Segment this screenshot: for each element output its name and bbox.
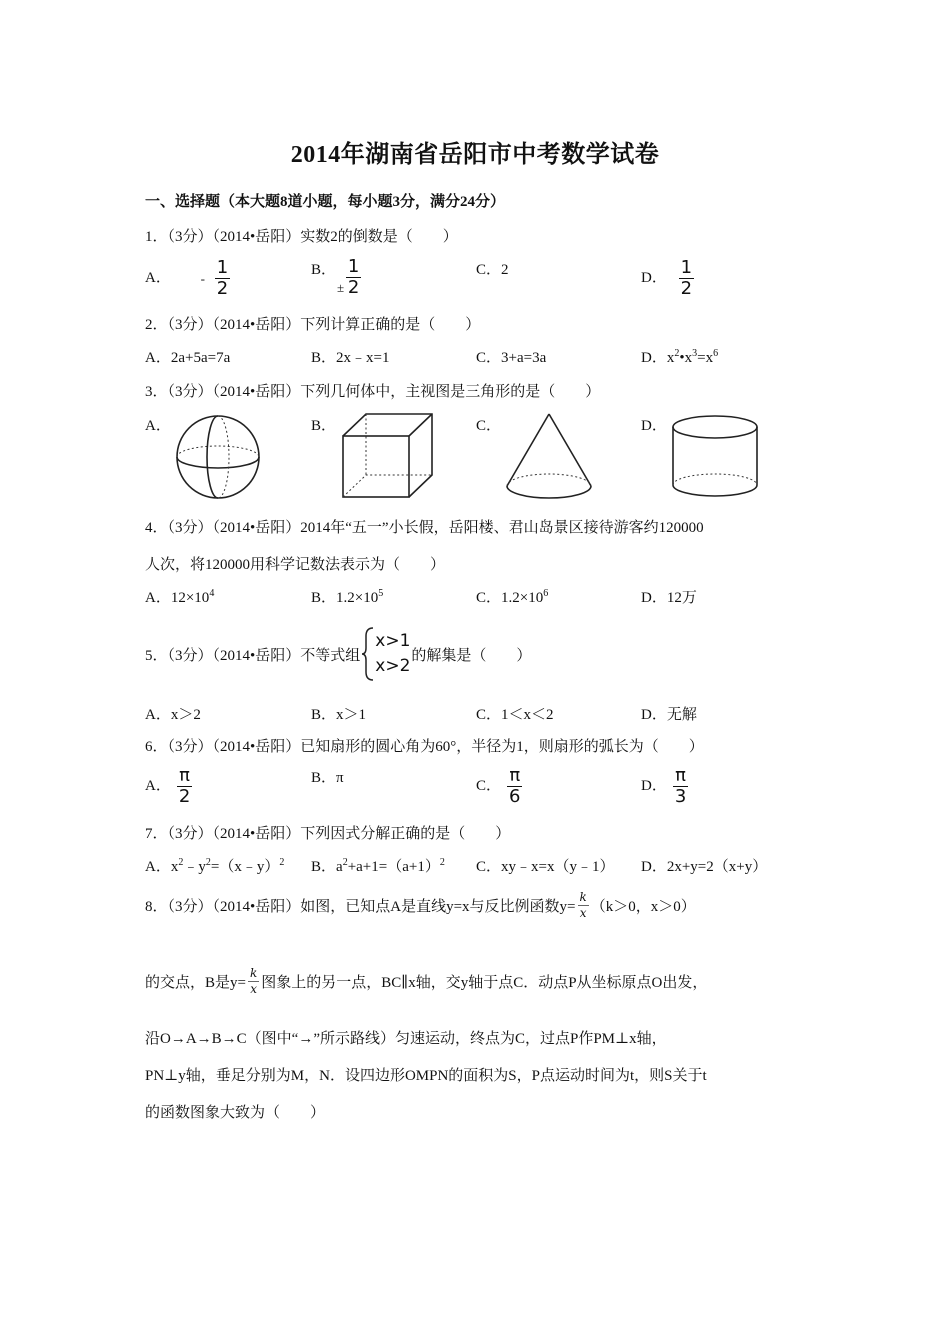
question-2-stem: 2．（3分）（2014•岳阳）下列计算正确的是（ ） xyxy=(145,317,481,333)
option-c[interactable]: C．$1.2\times 10^6$ xyxy=(476,588,549,606)
option-b[interactable] xyxy=(311,258,361,320)
fraction-k-over-x: $\frac{k}{x}$ xyxy=(249,966,258,996)
fraction: $\frac{\pi}{2}$ xyxy=(178,765,191,807)
plus-minus-sign: ± xyxy=(337,279,345,295)
option-label: C． xyxy=(476,262,502,278)
question-6-options xyxy=(145,766,845,810)
question-4-stem-line-2: 人次，将120000用科学记数法表示为（ ） xyxy=(145,557,446,573)
fraction: $\frac{\pi}{3}$ xyxy=(674,765,687,807)
option-b[interactable]: B．2x﹣x=1 xyxy=(311,350,390,366)
option-d[interactable]: D．12万 xyxy=(641,590,697,606)
option-d[interactable]: D． xyxy=(641,418,667,434)
option-d[interactable]: D．$x^2•x^3=x^6$ xyxy=(641,348,719,366)
minus-sign: - xyxy=(200,270,205,286)
question-6-stem: 6．（3分）（2014•岳阳）已知扇形的圆心角为60°，半径为1，则扇形的弧长为（ ） xyxy=(145,739,704,755)
option-label: D． xyxy=(641,269,667,286)
question-4-options xyxy=(145,586,845,630)
option-a[interactable]: A．$12\times 10^4$ xyxy=(145,588,215,606)
inequality-line-2: x>2 xyxy=(375,656,411,676)
option-d[interactable]: D．2x+y=2（x+y） xyxy=(641,859,768,875)
option-c[interactable]: C．1＜x＜2 xyxy=(476,707,554,723)
section-heading: 一、选择题（本大题8道小题，每小题3分，满分24分） xyxy=(145,194,506,210)
question-1-stem: 1．（3分）（2014•岳阳）实数2的倒数是（ ） xyxy=(145,229,458,245)
option-c[interactable]: C．xy﹣x=x（y﹣1） xyxy=(476,859,615,875)
inequality-line-1: x>1 xyxy=(375,631,411,651)
option-b[interactable]: B． xyxy=(311,418,337,434)
question-8-stem-line-4: PN⊥y轴，垂足分别为M，N．设四边形OMPN的面积为S，P点运动时间为t，则S关于t xyxy=(145,1068,707,1084)
question-3-stem: 3．（3分）（2014•岳阳）下列几何体中，主视图是三角形的是（ ） xyxy=(145,384,601,400)
page-title: 2014年湖南省岳阳市中考数学试卷 xyxy=(290,142,660,168)
option-b[interactable]: B．$a^2+a+1=(a+1)^2$ xyxy=(311,857,445,875)
option-c[interactable]: C．3+a=3a xyxy=(476,350,547,366)
question-8-stem-line-3: 沿O→A→B→C（图中“→”所示路线）匀速运动，终点为C，过点P作PM⊥x轴， xyxy=(145,1031,667,1047)
fraction: $\frac{\pi}{6}$ xyxy=(509,765,521,807)
fraction: $\frac{1}{2}$ xyxy=(680,257,693,299)
question-1-options xyxy=(145,258,845,302)
fraction: $\frac{1}{2}$ xyxy=(347,256,360,298)
option-a[interactable] xyxy=(145,258,230,299)
question-4-stem-line-1: 4．（3分）（2014•岳阳）2014年“五一”小长假，岳阳楼、君山岛景区接待游客约120000 xyxy=(145,520,704,536)
option-a[interactable]: A． xyxy=(145,418,171,434)
fraction: $\frac{1}{2}$ xyxy=(216,257,229,299)
option-label: B． xyxy=(311,262,337,278)
option-a[interactable]: A．x＞2 xyxy=(145,707,201,723)
option-c[interactable]: C． xyxy=(476,418,502,434)
option-b[interactable]: B．x＞1 xyxy=(311,707,367,723)
question-8-stem-line-1: 8．（3分）（2014•岳阳）如图，已知点A是直线y=x与反比例函数y= $\frac{k}{x}$ （k＞0，x＞0） xyxy=(145,890,696,920)
inequality-system xyxy=(361,626,410,682)
option-b[interactable]: B．$1.2\times 10^5$ xyxy=(311,588,384,606)
question-8-stem-line-2: 的交点，B是y= $\frac{k}{x}$ 图象上的另一点，BC∥x轴，交y轴于点C．动点P从坐标原点O出发， xyxy=(145,966,708,996)
option-c[interactable]: C．2 xyxy=(476,262,509,278)
option-d[interactable] xyxy=(641,258,694,299)
option-a[interactable]: A．2a+5a=7a xyxy=(145,350,231,366)
question-7-stem: 7．（3分）（2014•岳阳）下列因式分解正确的是（ ） xyxy=(145,826,511,842)
option-c[interactable]: C． $\frac{\pi}{6}$ xyxy=(476,765,521,807)
question-8-stem-line-5: 的函数图象大致为（ ） xyxy=(145,1105,326,1121)
option-label: A． xyxy=(145,269,171,286)
option-a[interactable]: A．$x^2﹣y^2=(x﹣y)^2$ xyxy=(145,857,285,875)
option-d[interactable]: D． $\frac{\pi}{3}$ xyxy=(641,765,687,807)
left-brace-icon xyxy=(361,626,375,682)
cone-icon xyxy=(503,410,595,502)
cylinder-icon xyxy=(668,412,762,504)
option-b[interactable]: B．π xyxy=(311,770,344,786)
option-a[interactable]: A． $\frac{\pi}{2}$ xyxy=(145,765,191,807)
cube-icon xyxy=(338,410,438,502)
option-d[interactable]: D．无解 xyxy=(641,707,697,723)
fraction-k-over-x: $\frac{k}{x}$ xyxy=(579,890,587,920)
question-5-stem: 5．（3分）（2014•岳阳）不等式组 x>1 x>2 的解集是（ ） xyxy=(145,626,531,682)
sphere-icon xyxy=(173,412,265,504)
